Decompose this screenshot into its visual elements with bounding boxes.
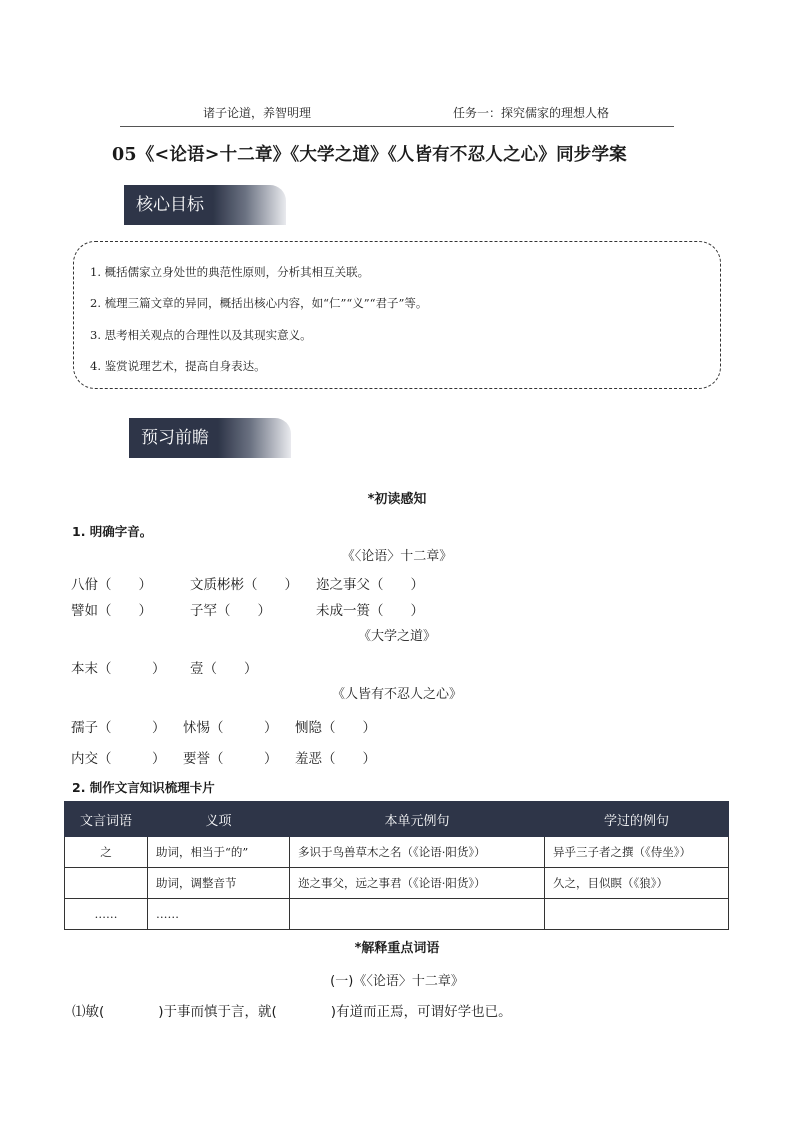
column-header: 本单元例句 bbox=[290, 802, 545, 837]
table-cell: 迩之事父，远之事君（《论语·阳货》） bbox=[290, 868, 545, 899]
document-title: 05《<论语>十二章》《大学之道》《人皆有不忍人之心》同步学案 bbox=[112, 145, 627, 165]
pinyin-item: 迩之事父（ ） bbox=[316, 577, 424, 593]
header-left-text: 诸子论道，养智明理 bbox=[203, 106, 312, 120]
question-2-heading: 2. 制作文言知识梳理卡片 bbox=[72, 780, 215, 795]
keywords-heading: *解释重点词语 bbox=[354, 941, 440, 956]
preview-tab: 预习前瞻 bbox=[129, 418, 291, 458]
pinyin-item: 文质彬彬（ ） bbox=[190, 577, 298, 593]
table-cell: 久之，目似瞑（《狼》） bbox=[545, 868, 729, 899]
question-1-heading: 1. 明确字音。 bbox=[72, 524, 153, 539]
pinyin-item: 孺子（ ） bbox=[71, 720, 166, 736]
pinyin-item: 羞恶（ ） bbox=[295, 751, 376, 767]
keywords-subheading: (一)《〈论语〉十二章》 bbox=[330, 974, 464, 989]
book-title-renjie: 《人皆有不忍人之心》 bbox=[331, 687, 462, 702]
header-divider bbox=[120, 126, 674, 127]
pinyin-item: 恻隐（ ） bbox=[295, 720, 376, 736]
pinyin-item: 譬如（ ） bbox=[71, 603, 152, 619]
goal-item-2: 2. 梳理三篇文章的异同，概括出核心内容，如“仁”“义”“君子”等。 bbox=[90, 296, 428, 310]
book-title-daxue: 《大学之道》 bbox=[357, 629, 436, 644]
table-cell: …… bbox=[148, 899, 290, 930]
table-cell bbox=[290, 899, 545, 930]
table-cell: …… bbox=[65, 899, 148, 930]
core-goals-tab: 核心目标 bbox=[124, 185, 286, 225]
header-right-text: 任务一：探究儒家的理想人格 bbox=[453, 106, 610, 120]
book-title-lunyu: 《〈论语〉十二章》 bbox=[341, 549, 453, 564]
column-header: 义项 bbox=[148, 802, 290, 837]
first-reading-heading: *初读感知 bbox=[367, 492, 427, 507]
table-row bbox=[65, 899, 729, 930]
pinyin-item: 本末（ ） bbox=[71, 661, 166, 677]
table-cell: 助词，相当于“的” bbox=[148, 837, 290, 868]
table-row bbox=[65, 868, 729, 899]
table-cell: 异乎三子者之撰（《侍坐》） bbox=[545, 837, 729, 868]
goal-item-4: 4. 鉴赏说理艺术，提高自身表达。 bbox=[90, 359, 266, 373]
table-header-row bbox=[65, 802, 729, 837]
pinyin-item: 要誉（ ） bbox=[183, 751, 278, 767]
table-cell: 多识于鸟兽草木之名（《论语·阳货》） bbox=[290, 837, 545, 868]
pinyin-item: 怵惕（ ） bbox=[183, 720, 278, 736]
pinyin-item: 内交（ ） bbox=[71, 751, 166, 767]
table-cell: 助词，调整音节 bbox=[148, 868, 290, 899]
table-cell bbox=[545, 899, 729, 930]
knowledge-card-table bbox=[64, 801, 729, 930]
column-header: 文言词语 bbox=[65, 802, 148, 837]
keywords-line-1: ⑴敏( )于事而慎于言，就( )有道而正焉，可谓好学也已。 bbox=[72, 1004, 512, 1020]
goal-item-1: 1. 概括儒家立身处世的典范性原则，分析其相互关联。 bbox=[90, 265, 370, 279]
column-header: 学过的例句 bbox=[545, 802, 729, 837]
table-row bbox=[65, 837, 729, 868]
goal-item-3: 3. 思考相关观点的合理性以及其现实意义。 bbox=[90, 328, 312, 342]
table-cell: 之 bbox=[65, 837, 148, 868]
pinyin-item: 未成一篑（ ） bbox=[316, 603, 424, 619]
pinyin-item: 壹（ ） bbox=[190, 661, 258, 677]
pinyin-item: 子罕（ ） bbox=[190, 603, 271, 619]
table-cell bbox=[65, 868, 148, 899]
pinyin-item: 八佾（ ） bbox=[71, 577, 152, 593]
